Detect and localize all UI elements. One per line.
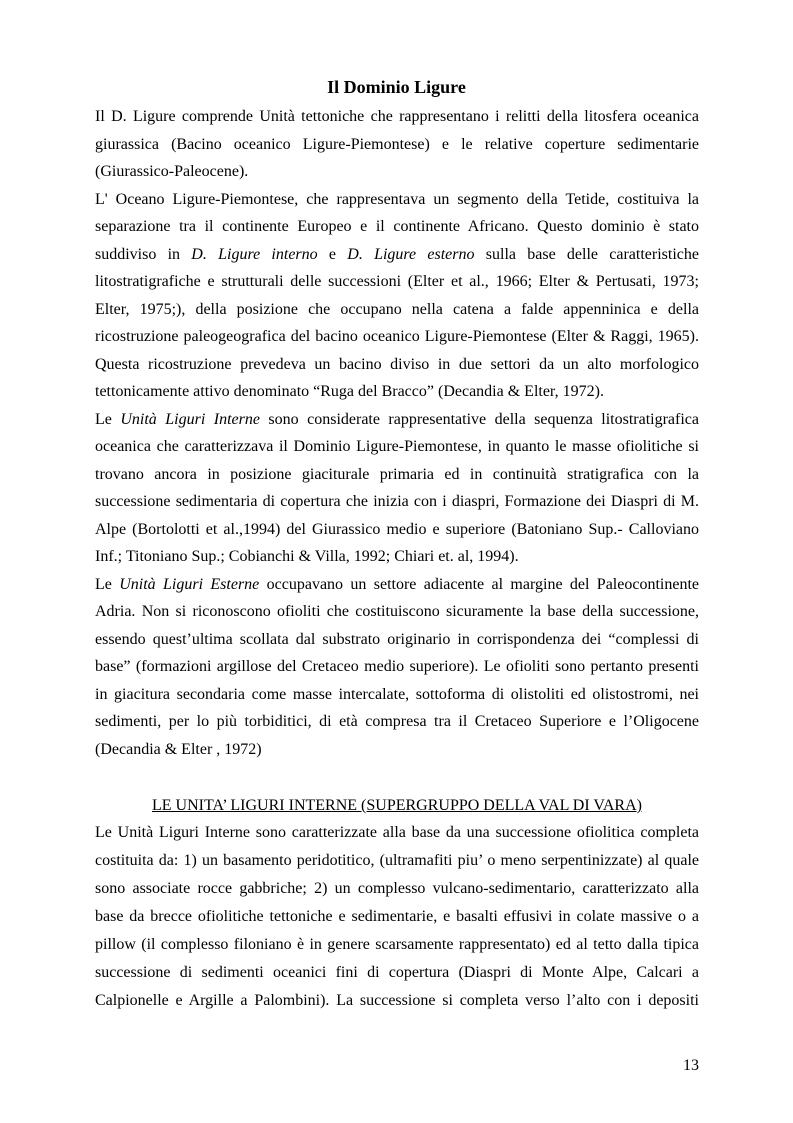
text-segment: Le (95, 575, 120, 593)
section-heading: LE UNITA’ LIGURI INTERNE (SUPERGRUPPO DELLA VAL DI VARA) (152, 797, 642, 814)
text-segment: Elter, 1975;), della posizione che occupano nella catena a falde appenninica e della (95, 300, 699, 318)
text-segment: base da brecce ofiolitiche tettoniche e sedimentarie, e basalti effusivi in colate massive o a (95, 908, 699, 925)
text-line (95, 378, 699, 406)
text-line (95, 516, 699, 544)
text-line (95, 708, 699, 736)
text-segment: tettonicamente attivo denominato “Ruga del Bracco” (Decandia & Elter, 1972). (95, 383, 604, 400)
text-line (95, 186, 699, 214)
text-line (95, 296, 699, 324)
text-line (95, 158, 699, 186)
text-segment: separazione tra il continente Europeo e il continente Africano. Questo dominio è stato (95, 218, 699, 235)
text-line (95, 987, 699, 1015)
italic-term: Unità Liguri Esterne (119, 575, 260, 593)
text-line (95, 241, 699, 269)
text-segment: giurassica (Bacino oceanico Ligure-Piemontese) e le relative coperture sedimentarie (95, 135, 699, 153)
text-segment: (Decandia & Elter , 1972) (95, 740, 262, 758)
italic-term: D. Ligure interno (191, 245, 318, 263)
text-segment: L' Oceano Ligure-Piemontese, che rappresentava un segmento della Tetide, costituiva la (95, 190, 699, 208)
paragraph (95, 186, 699, 406)
text-line (95, 653, 699, 681)
text-line (95, 847, 699, 875)
text-segment: pillow (il complesso filoniano è in genere scarsamente rappresentato) ed al tetto dalla tipica (95, 936, 699, 953)
text-segment: costituita da: 1) un basamento peridotitico, (ultramafiti piu’ o meno serpentinizzate) al quale (95, 852, 699, 869)
text-line (95, 433, 699, 461)
text-segment: litostratigrafiche e strutturali delle successioni (Elter et al., 1966; Elter & Pertusati, 1973; (95, 273, 699, 290)
text-line (95, 571, 699, 599)
page-number: 13 (683, 1057, 699, 1074)
text-line (95, 736, 699, 764)
text-line (95, 931, 699, 959)
text-segment: base” (formazioni argillose del Cretaceo medio superiore). Le ofioliti sono pertanto presenti (95, 658, 699, 675)
text-segment: Calpionelle e Argille a Palombini). La successione si completa verso l’alto con i depositi (95, 992, 699, 1009)
text-segment: successione sedimentaria di copertura che inizia con i diaspri, Formazione dei Diaspri di M. (95, 493, 699, 510)
text-segment: Le Unità Liguri Interne sono caratterizzate alla base da una successione ofiolitica completa (95, 824, 699, 841)
text-line (95, 461, 699, 489)
text-segment: oceanica che caratterizzava il Dominio Ligure-Piemontese, in quanto le masse ofiolitiche si (95, 438, 699, 455)
text-line (95, 681, 699, 709)
text-line (95, 103, 699, 131)
text-line (95, 543, 699, 571)
text-line (95, 875, 699, 903)
text-segment: Le (95, 410, 121, 428)
paragraph (95, 103, 699, 186)
text-segment: e (317, 245, 348, 263)
section-dominio-ligure (95, 103, 699, 763)
text-segment: essendo quest’ultima scollata dal substrato originario in corrispondenza dei “complessi di (95, 630, 699, 648)
section-unita-liguri-interne (95, 819, 699, 1015)
text-line (95, 351, 699, 379)
text-line (95, 131, 699, 159)
paragraph (95, 819, 699, 1015)
text-line (95, 903, 699, 931)
text-segment: (Giurassico-Paleocene). (95, 163, 249, 180)
text-line (95, 626, 699, 654)
italic-term: D. Ligure esterno (347, 245, 475, 263)
text-segment: suddiviso in (95, 245, 192, 263)
italic-term: Unità Liguri Interne (120, 410, 260, 428)
text-line (95, 488, 699, 516)
text-segment: ricostruzione paleogeografica del bacino oceanico Ligure-Piemontese (Elter & Raggi, 1965). (95, 328, 699, 345)
text-segment: occupavano un settore adiacente al margine del Paleocontinente (259, 575, 699, 593)
text-segment: successione di sedimenti oceanici fini di copertura (Diaspri di Monte Alpe, Calcari a (95, 964, 699, 981)
text-segment: Alpe (Bortolotti et al.,1994) del Giurassico medio e superiore (Batoniano Sup.- Calloviano (95, 520, 699, 538)
paragraph (95, 571, 699, 764)
text-line (95, 268, 699, 296)
page-title: Il Dominio Ligure (327, 77, 466, 97)
text-segment: sono considerate rappresentative della sequenza litostratigrafica (259, 410, 700, 428)
text-segment: in giacitura secondaria come masse intercalate, sottoforma di olistoliti ed olistostromi, nei (95, 685, 699, 703)
text-segment: trovano ancora in posizione giaciturale primaria ed in continuità stratigrafica con la (95, 465, 699, 483)
text-segment: Adria. Non si riconoscono ofioliti che costituiscono sicuramente la base della successione, (95, 603, 699, 620)
text-line (95, 213, 699, 241)
text-line (95, 598, 699, 626)
text-segment: Questa ricostruzione prevedeva un bacino diviso in due settori da un alto morfologico (95, 355, 699, 373)
paragraph (95, 406, 699, 571)
text-line (95, 959, 699, 987)
text-segment: sedimenti, per lo più torbiditici, di età compresa tra il Cretaceo Superiore e l’Oligocene (95, 713, 699, 730)
text-line (95, 819, 699, 847)
text-segment: sulla base delle caratteristiche (474, 245, 699, 263)
text-segment: sono associate rocce gabbriche; 2) un complesso vulcano-sedimentario, caratterizzato alla (95, 880, 699, 897)
text-segment: Inf.; Titoniano Sup.; Cobianchi & Villa, 1992; Chiari et. al, 1994). (95, 548, 519, 565)
text-line (95, 406, 699, 434)
text-segment: Il D. Ligure comprende Unità tettoniche che rappresentano i relitti della litosfera oceanica (95, 108, 699, 125)
text-line (95, 323, 699, 351)
